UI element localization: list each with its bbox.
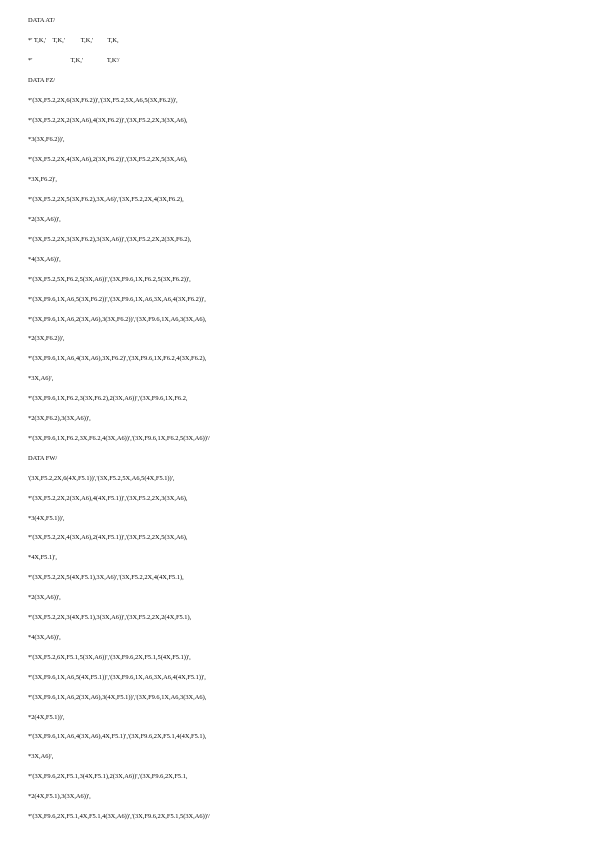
code-line: DATA FW/: [28, 454, 58, 462]
code-line: *'(3X,F5.2,2X,6(3X,F6.2))','(3X,F5.2,5X,A6,5(3X,F6.2))',: [28, 96, 178, 104]
code-line: *4(3X,A6))',: [28, 255, 61, 263]
code-line: *3(3X,F6.2))',: [28, 136, 65, 144]
code-line: *2(3X,F6.2))',: [28, 335, 65, 343]
code-line: *4(3X,A6))',: [28, 633, 61, 641]
code-line: *3X,A6)',: [28, 753, 54, 761]
code-line: *2(3X,A6))',: [28, 216, 61, 223]
code-line: *' T,K,' T,K'/: [28, 56, 120, 64]
code-line: DATA AT/: [28, 17, 56, 24]
code-line: *2(3X,F6.2),3(3X,A6))',: [28, 415, 91, 422]
code-line: *'(3X,F5.2,2X,5(4X,F5.1),3X,A6)','(3X,F5.2,2X,4(4X,F5.1),: [28, 574, 184, 582]
code-line: *'(3X,F5.2,2X,2(3X,A6),4(3X,F6.2))','(3X,F5.2,2X,3(3X,A6),: [28, 116, 188, 124]
code-line: DATA FZ/: [28, 76, 56, 84]
code-line: *'(3X,F5.2,2X,5(3X,F6.2),3X,A6)','(3X,F5.2,2X,4(3X,F6.2),: [28, 196, 184, 204]
code-line: *'(3X,F9.6,1X,A6,2(3X,A6),3(3X,F6.2))','(3X,F9.6,1X,A6,3(3X,A6),: [28, 315, 207, 323]
code-line: *'(3X,F9.6,2X,F5.1,4X,F5.1,4(3X,A6))','(3X,F9.6,2X,F5.1,5(3X,A6))'/: [28, 813, 210, 820]
code-line: *'(3X,F5.2,2X,3(3X,F6.2),3(3X,A6))','(3X,F5.2,2X,2(3X,F6.2),: [28, 235, 192, 243]
code-line: *'(3X,F5.2,2X,3(4X,F5.1),3(3X,A6))','(3X,F5.2,2X,2(4X,F5.1),: [28, 614, 192, 621]
code-line: *' T,K,' T,K,' T,K,' T,K,: [28, 36, 119, 44]
code-line: *2(3X,A6))',: [28, 594, 61, 602]
code-line: *'(3X,F9.6,1X,A6,5(3X,F6.2))','(3X,F9.6,1X,A6,3X,A6,4(3X,F6.2))',: [28, 295, 206, 303]
code-line: *3X,F6.2)',: [28, 176, 58, 184]
code-line: *3X,A6)',: [28, 375, 54, 383]
code-line: *'(3X,F9.6,1X,A6,5(4X,F5.1))','(3X,F9.6,1X,A6,3X,A6,4(4X,F5.1))',: [28, 673, 206, 681]
code-line: *'(3X,F5.2,2X,2(3X,A6),4(4X,F5.1))','(3X,F5.2,2X,3(3X,A6),: [28, 494, 188, 502]
code-line: *'(3X,F9.6,2X,F5.1,3(4X,F5.1),2(3X,A6))','(3X,F9.6,2X,F5.1,: [28, 773, 188, 781]
code-line: *2(4X,F5.1),3(3X,A6))',: [28, 793, 91, 801]
code-line: *'(3X,F9.6,1X,A6,4(3X,A6),3X,F6.2)','(3X,F9.6,1X,F6.2,4(3X,F6.2),: [28, 355, 207, 363]
code-line: *'(3X,F5.2,6X,F5.1,5(3X,A6))','(3X,F9.6,2X,F5.1,5(4X,F5.1))',: [28, 653, 191, 661]
code-line: *'(3X,F9.6,1X,A6,4(3X,A6),4X,F5.1)','(3X,F9.6,2X,F5.1,4(4X,F5.1),: [28, 733, 207, 741]
code-line: *'(3X,F9.6,1X,F6.2,3X,F6.2,4(3X,A6))','(3X,F9.6,1X,F6.2,5(3X,A6))'/: [28, 434, 210, 442]
code-line: *'(3X,F9.6,1X,F6.2,3(3X,F6.2),2(3X,A6))','(3X,F9.6,1X,F6.2,: [28, 395, 188, 403]
code-line: *2(4X,F5.1))',: [28, 713, 65, 721]
code-line: *'(3X,F5.2,2X,4(3X,A6),2(4X,F5.1))','(3X,F5.2,2X,5(3X,A6),: [28, 534, 188, 542]
code-line: *'(3X,F5.2,5X,F6.2,5(3X,A6))','(3X,F9.6,1X,F6.2,5(3X,F6.2))',: [28, 275, 191, 283]
code-line: *'(3X,F9.6,1X,A6,2(3X,A6),3(4X,F5.1))','(3X,F9.6,1X,A6,3(3X,A6),: [28, 693, 207, 701]
code-line: '(3X,F5.2,2X,6(4X,F5.1))','(3X,F5.2,5X,A6,5(4X,F5.1))',: [28, 474, 175, 482]
code-line: *3(4X,F5.1))',: [28, 514, 65, 522]
code-line: *'(3X,F5.2,2X,4(3X,A6),2(3X,F6.2))','(3X,F5.2,2X,5(3X,A6),: [28, 156, 188, 164]
code-line: *4X,F5.1)',: [28, 554, 58, 562]
